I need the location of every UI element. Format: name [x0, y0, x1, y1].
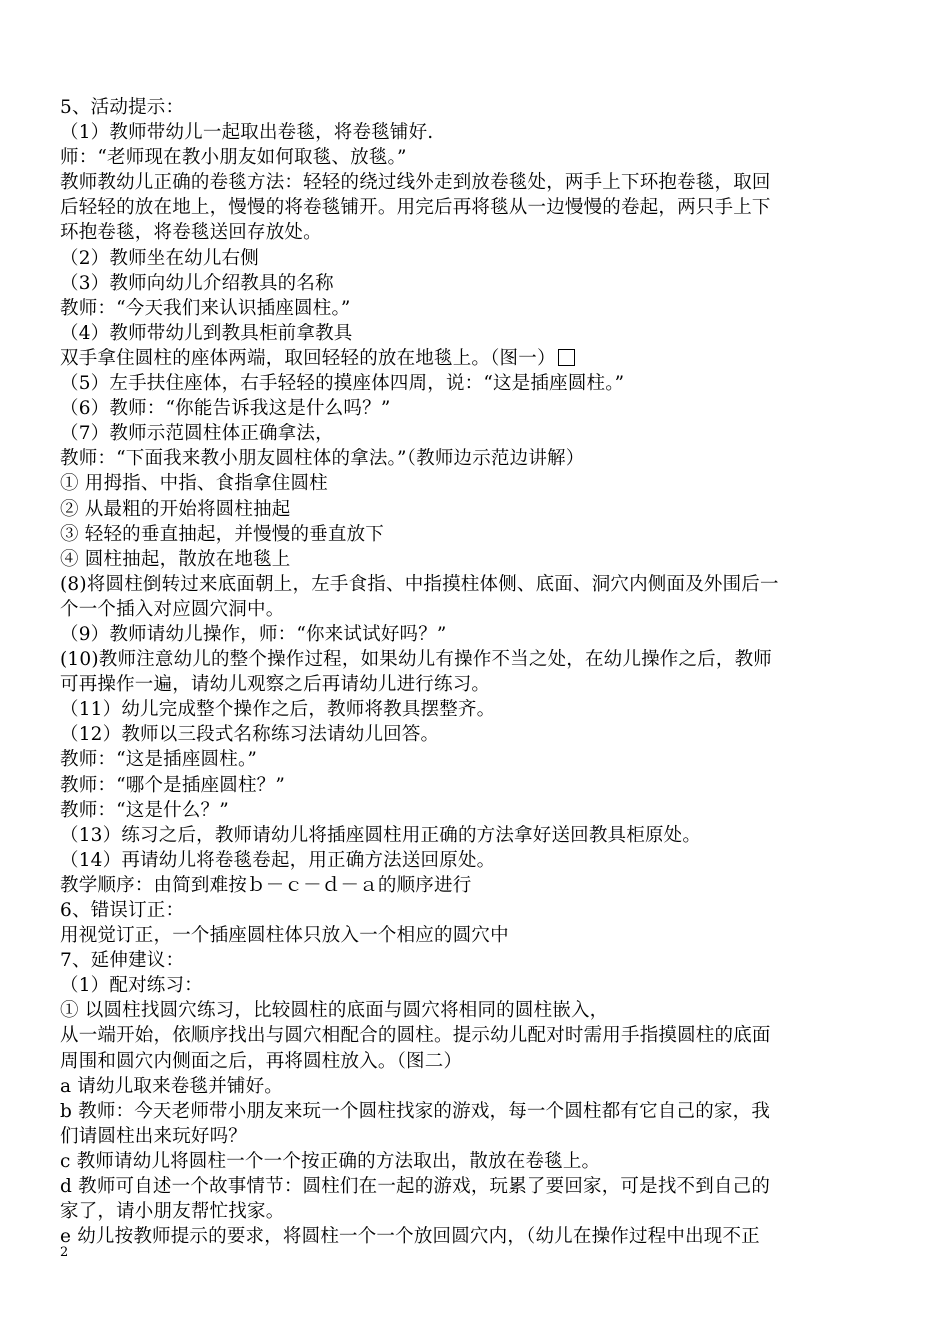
text-line: 教学顺序：由简到难按ｂ－ｃ－ｄ－ａ的顺序进行 — [60, 874, 472, 896]
text-line: 用视觉订正，一个插座圆柱体只放入一个相应的圆穴中 — [60, 925, 509, 947]
document-body — [60, 95, 900, 1249]
text-line: ③ 轻轻的垂直抽起，并慢慢的垂直放下 — [60, 523, 384, 545]
text-line: （9）教师请幼儿操作，师：“你来试试好吗？” — [60, 623, 447, 645]
text-line: 教师：“这是什么？” — [60, 799, 229, 821]
text-line: (8)将圆柱倒转过来底面朝上，左手食指、中指摸柱体侧、底面、洞穴内侧面及外围后一 — [60, 573, 779, 595]
text-line: 双手拿住圆柱的座体两端，取回轻轻的放在地毯上。（图一） — [60, 347, 556, 369]
text-line: （7）教师示范圆柱体正确拿法， — [60, 423, 334, 445]
text-line: d 教师可自述一个故事情节：圆柱们在一起的游戏，玩累了要回家，可是找不到自己的 — [60, 1176, 771, 1198]
page-number: 2 — [60, 1245, 69, 1260]
text-line: 教师：“下面我来教小朋友圆柱体的拿法。”（教师边示范边讲解） — [60, 448, 585, 470]
text-line: 教师：“今天我们来认识插座圆柱。” — [60, 297, 351, 319]
text-line: 教师教幼儿正确的卷毯方法：轻轻的绕过线外走到放卷毯处，两手上下环抱卷毯，取回 — [60, 172, 771, 194]
text-line: （13）练习之后，教师请幼儿将插座圆柱用正确的方法拿好送回教具柜原处。 — [60, 824, 702, 846]
text-line: 教师：“这是插座圆柱。” — [60, 749, 258, 771]
text-line: （12）教师以三段式名称练习法请幼儿回答。 — [60, 724, 440, 746]
text-line: b 教师：今天老师带小朋友来玩一个圆柱找家的游戏，每一个圆柱都有它自己的家，我 — [60, 1100, 771, 1122]
text-line: 5、活动提示： — [60, 97, 185, 118]
text-line: 6、错误订正： — [60, 900, 185, 921]
text-line: （3）教师向幼儿介绍教具的名称 — [60, 272, 334, 294]
text-line: 周围和圆穴内侧面之后，再将圆柱放入。（图二） — [60, 1050, 463, 1072]
text-line-with-figure-box — [60, 346, 900, 371]
text-line: （11）幼儿完成整个操作之后，教师将教具摆整齐。 — [60, 699, 496, 721]
empty-square-icon — [558, 349, 575, 366]
text-line: （1）教师带幼儿一起取出卷毯，将卷毯铺好. — [60, 122, 434, 144]
text-line: （2）教师坐在幼儿右侧 — [60, 247, 259, 269]
text-line: (10)教师注意幼儿的整个操作过程，如果幼儿有操作不当之处，在幼儿操作之后，教师 — [60, 649, 772, 671]
text-line: ② 从最粗的开始将圆柱抽起 — [60, 498, 291, 520]
text-line: （1）配对练习： — [60, 975, 203, 997]
text-line: ④ 圆柱抽起，散放在地毯上 — [60, 548, 291, 570]
text-line: 们请圆柱出来玩好吗？ — [60, 1125, 248, 1147]
text-line: 可再操作一遍，请幼儿观察之后再请幼儿进行练习。 — [60, 674, 491, 696]
text-line: （5）左手扶住座体，右手轻轻的摸座体四周，说：“这是插座圆柱。” — [60, 373, 625, 395]
text-line: （4）教师带幼儿到教具柜前拿教具 — [60, 322, 353, 344]
text-line: ① 以圆柱找圆穴练习，比较圆柱的底面与圆穴将相同的圆柱嵌入， — [60, 1000, 609, 1022]
text-line: 7、延伸建议： — [60, 950, 185, 972]
text-line: 个一个插入对应圆穴洞中。 — [60, 598, 285, 620]
text-line: 后轻轻的放在地上，慢慢的将卷毯铺开。用完后再将毯从一边慢慢的卷起，两只手上下 — [60, 197, 771, 219]
text-line: 从一端开始，依顺序找出与圆穴相配合的圆柱。提示幼儿配对时需用手指摸圆柱的底面 — [60, 1025, 771, 1047]
text-line: （14）再请幼儿将卷毯卷起，用正确方法送回原处。 — [60, 849, 496, 871]
text-line: e 幼儿按教师提示的要求，将圆柱一个一个放回圆穴内，（幼儿在操作过程中出现不正 — [60, 1226, 760, 1248]
text-line: （6）教师：“你能告诉我这是什么吗？” — [60, 398, 391, 420]
text-line: 教师：“哪个是插座圆柱？” — [60, 774, 286, 796]
text-line: ① 用拇指、中指、食指拿住圆柱 — [60, 473, 328, 495]
text-line: 家了，请小朋友帮忙找家。 — [60, 1201, 285, 1223]
text-line: 师：“老师现在教小朋友如何取毯、放毯。” — [60, 147, 407, 169]
text-line: a 请幼儿取来卷毯并铺好。 — [60, 1075, 284, 1097]
text-line: 环抱卷毯，将卷毯送回存放处。 — [60, 222, 322, 244]
text-line: c 教师请幼儿将圆柱一个一个按正确的方法取出，散放在卷毯上。 — [60, 1150, 601, 1172]
